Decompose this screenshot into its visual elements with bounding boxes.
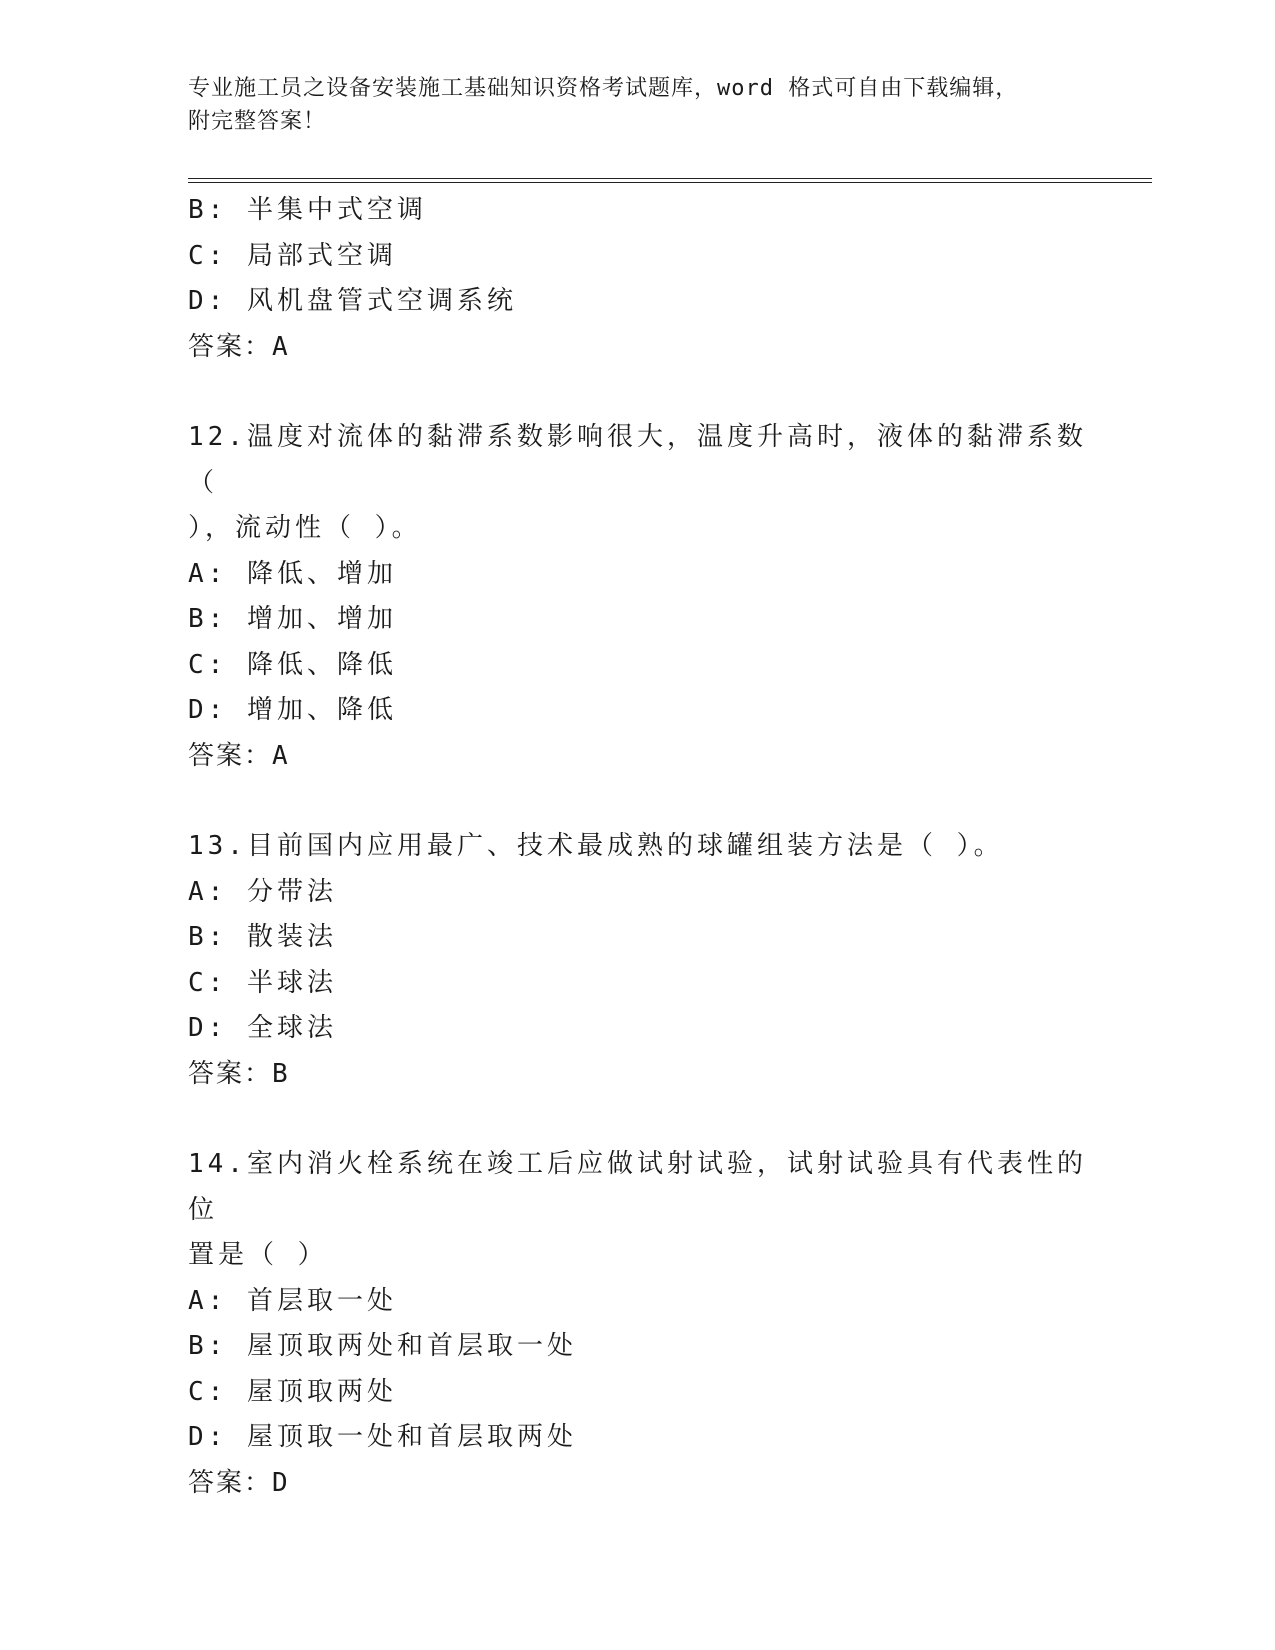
header-line-2: 附完整答案！: [188, 109, 327, 134]
option-d: D: 增加、降低: [188, 695, 397, 725]
question-12: [188, 415, 1088, 779]
option-b: B: 屋顶取两处和首层取一处: [188, 1331, 577, 1361]
option-d: D: 风机盘管式空调系统: [188, 286, 517, 316]
question-text-line-1: 13.目前国内应用最广、技术最成熟的球罐组装方法是（ ）。: [188, 831, 1004, 861]
option-b: B: 半集中式空调: [188, 195, 427, 225]
answer: 答案：D: [188, 1467, 290, 1498]
question-11-continued: [188, 188, 1088, 370]
question-text-line-1: 12.温度对流体的黏滞系数影响很大，温度升高时，液体的黏滞系数（: [188, 422, 1087, 498]
header-divider-top: [188, 178, 1152, 179]
answer: 答案：A: [188, 740, 290, 771]
answer: 答案：A: [188, 331, 290, 362]
option-c: C: 局部式空调: [188, 240, 397, 271]
question-14: [188, 1142, 1088, 1506]
question-13: [188, 824, 1088, 1097]
option-c: C: 屋顶取两处: [188, 1376, 397, 1407]
question-text-line-1: 14.室内消火栓系统在竣工后应做试射试验，试射试验具有代表性的位: [188, 1149, 1087, 1225]
header-line-1: 专业施工员之设备安装施工基础知识资格考试题库，word 格式可自由下载编辑，: [188, 76, 1019, 101]
option-c: C: 降低、降低: [188, 649, 397, 680]
question-text-line-2: 置是（ ）: [188, 1240, 328, 1270]
question-text-line-2: ），流动性（ ）。: [188, 513, 422, 543]
option-a: A: 分带法: [188, 876, 337, 907]
question-list: [188, 188, 1088, 1506]
option-c: C: 半球法: [188, 967, 337, 998]
spacer: [188, 370, 1088, 415]
spacer: [188, 1097, 1088, 1142]
answer: 答案：B: [188, 1058, 290, 1089]
option-a: A: 首层取一处: [188, 1285, 397, 1316]
option-b: B: 增加、增加: [188, 604, 397, 634]
option-d: D: 全球法: [188, 1013, 337, 1043]
option-a: A: 降低、增加: [188, 558, 397, 589]
header-divider-bottom: [188, 182, 1152, 183]
spacer: [188, 779, 1088, 824]
option-d: D: 屋顶取一处和首层取两处: [188, 1422, 577, 1452]
document-header: [188, 72, 1088, 138]
option-b: B: 散装法: [188, 922, 337, 952]
